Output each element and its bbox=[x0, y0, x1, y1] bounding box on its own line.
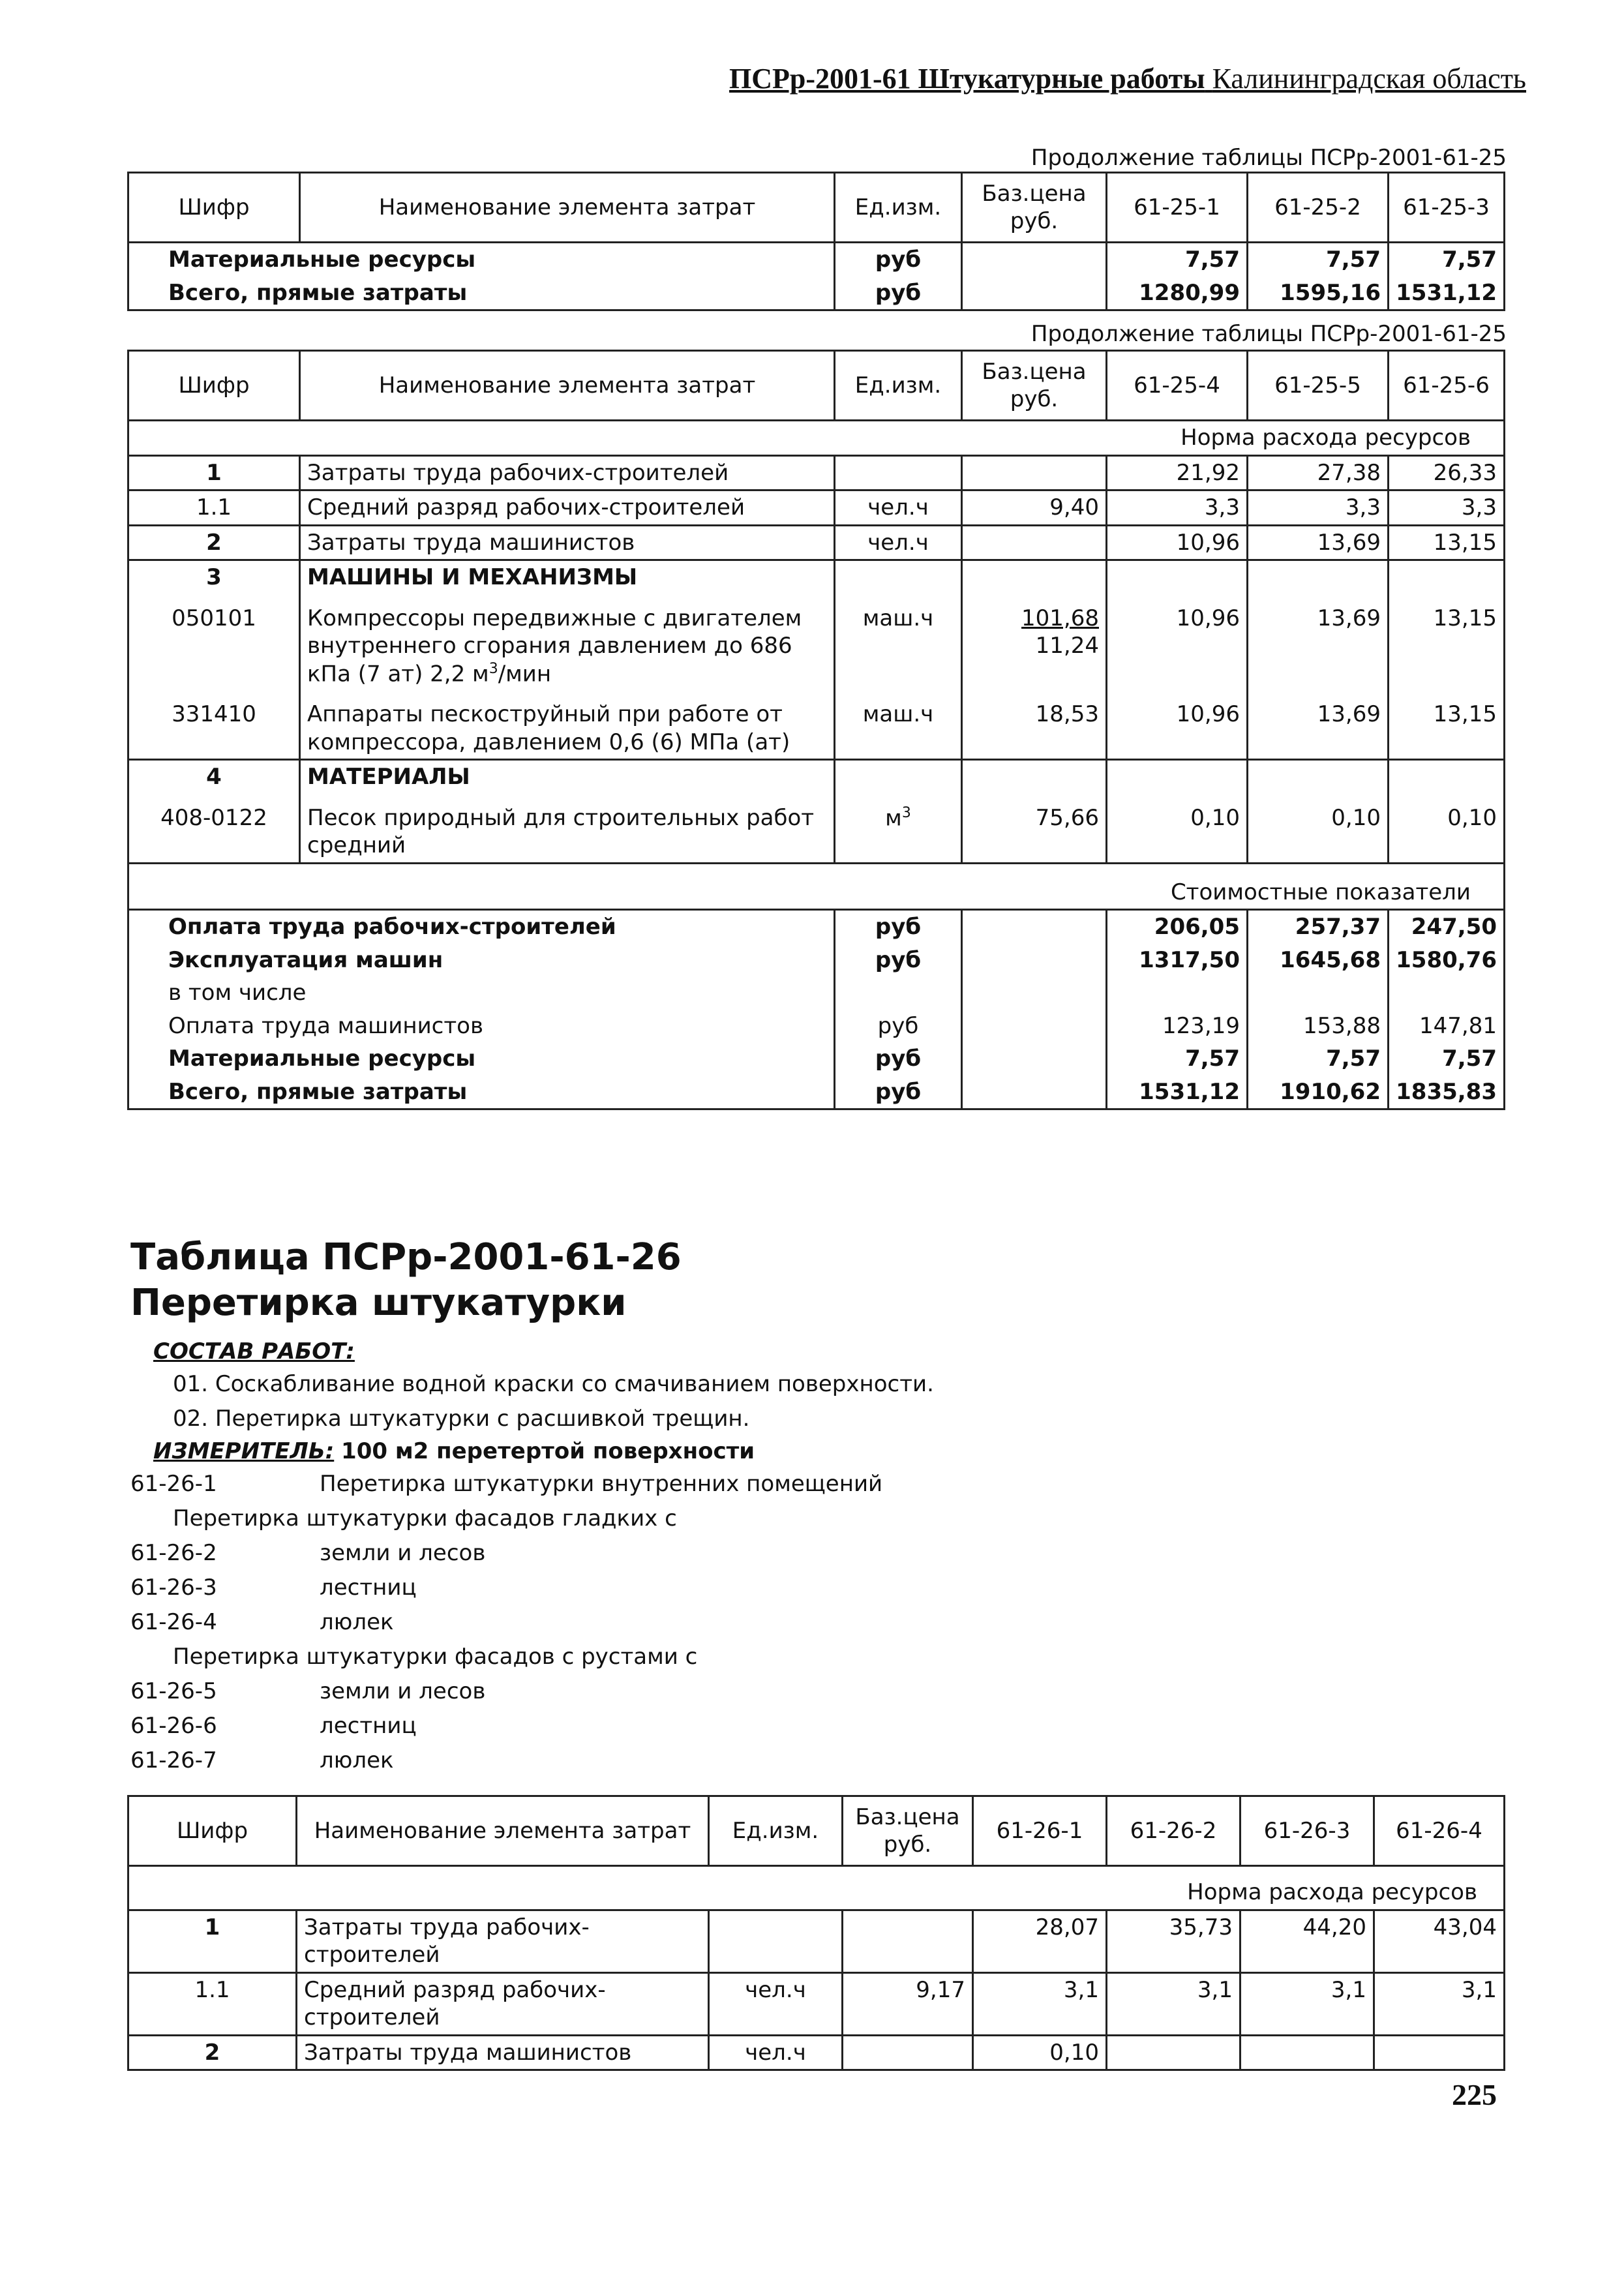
col-code: Шифр bbox=[128, 351, 300, 421]
row-name: Аппараты пескоструйный при работе от компрессора, давлением 0,6 (6) МПа (ат) bbox=[300, 690, 835, 760]
item-group: Перетирка штукатурки фасадов гладких с bbox=[173, 1505, 677, 1531]
cell-value bbox=[1389, 760, 1505, 794]
cost-row-label: Оплата труда машинистов bbox=[128, 1010, 835, 1043]
cell-value: 0,10 bbox=[1248, 794, 1389, 864]
cell-value: 7,57 bbox=[1107, 243, 1248, 277]
row-price bbox=[962, 277, 1107, 310]
cell-value bbox=[1107, 560, 1248, 594]
row-price: 9,17 bbox=[843, 1972, 973, 2035]
cost-row-label: Оплата труда рабочих-строителей bbox=[128, 910, 835, 944]
row-price bbox=[962, 760, 1107, 794]
item-text: Перетирка штукатурки внутренних помещений bbox=[320, 1471, 883, 1497]
cell-value: 21,92 bbox=[1107, 455, 1248, 490]
row-unit bbox=[835, 455, 962, 490]
row-unit: маш.ч bbox=[835, 690, 962, 760]
cell-value: 26,33 bbox=[1389, 455, 1505, 490]
norm-label: Норма расхода ресурсов bbox=[128, 421, 1505, 456]
row-code: 2 bbox=[128, 525, 300, 560]
cell-value: 10,96 bbox=[1107, 525, 1248, 560]
col-name: Наименование элемента затрат bbox=[297, 1796, 709, 1866]
row-unit: маш.ч bbox=[835, 594, 962, 691]
row-price bbox=[962, 455, 1107, 490]
cost-label: Стоимостные показатели bbox=[128, 863, 1505, 910]
cell-value: 7,57 bbox=[1389, 243, 1505, 277]
row-unit: чел.ч bbox=[709, 2035, 843, 2070]
cell-value bbox=[1389, 976, 1505, 1010]
row-price: 18,53 bbox=[962, 690, 1107, 760]
col-61-26-1: 61-26-1 bbox=[973, 1796, 1107, 1866]
row-name: Затраты труда машинистов bbox=[300, 525, 835, 560]
cost-row-unit: руб bbox=[835, 1076, 962, 1109]
col-61-26-4: 61-26-4 bbox=[1374, 1796, 1505, 1866]
item-code: 61-26-1 bbox=[130, 1471, 217, 1497]
item-group: Перетирка штукатурки фасадов с рустами с bbox=[173, 1644, 698, 1670]
row-name: Затраты труда рабочих-строителей bbox=[300, 455, 835, 490]
cell-value bbox=[1389, 560, 1505, 594]
col-61-25-3: 61-25-3 bbox=[1389, 173, 1505, 243]
cell-value: 13,15 bbox=[1389, 690, 1505, 760]
row-code: 1.1 bbox=[128, 490, 300, 526]
row-name: МАШИНЫ И МЕХАНИЗМЫ bbox=[300, 560, 835, 594]
cell-value: 13,69 bbox=[1248, 525, 1389, 560]
col-code: Шифр bbox=[128, 173, 300, 243]
row-code: 4 bbox=[128, 760, 300, 794]
cell-value bbox=[1248, 560, 1389, 594]
row-label: Материальные ресурсы bbox=[128, 243, 835, 277]
row-name: Песок природный для строительных работ средний bbox=[300, 794, 835, 864]
col-61-25-4: 61-25-4 bbox=[1107, 351, 1248, 421]
cell-value: 3,3 bbox=[1389, 490, 1505, 526]
row-code: 050101 bbox=[128, 594, 300, 691]
col-61-25-6: 61-25-6 bbox=[1389, 351, 1505, 421]
col-61-25-1: 61-25-1 bbox=[1107, 173, 1248, 243]
cell-value bbox=[1107, 976, 1248, 1010]
row-price bbox=[962, 560, 1107, 594]
cell-value bbox=[1107, 2035, 1241, 2070]
cell-value: 13,69 bbox=[1248, 690, 1389, 760]
row-unit bbox=[835, 560, 962, 594]
cell-value: 206,05 bbox=[1107, 910, 1248, 944]
row-price bbox=[962, 525, 1107, 560]
cell-value: 3,3 bbox=[1107, 490, 1248, 526]
table-61-26 bbox=[127, 1795, 1505, 2071]
cell-value: 1910,62 bbox=[1248, 1076, 1389, 1109]
cost-row-label: Всего, прямые затраты bbox=[128, 1076, 835, 1109]
cell-value bbox=[1374, 2035, 1505, 2070]
cost-row-price bbox=[962, 976, 1107, 1010]
cell-value bbox=[1241, 2035, 1374, 2070]
row-unit: чел.ч bbox=[835, 490, 962, 526]
row-price bbox=[843, 1910, 973, 1972]
row-name: Затраты труда рабочих-строителей bbox=[297, 1910, 709, 1972]
row-name: Средний разряд рабочих-строителей bbox=[300, 490, 835, 526]
cost-row-label: Эксплуатация машин bbox=[128, 944, 835, 977]
cost-row-price bbox=[962, 1042, 1107, 1076]
col-name: Наименование элемента затрат bbox=[300, 173, 835, 243]
col-unit: Ед.изм. bbox=[835, 351, 962, 421]
row-price bbox=[843, 2035, 973, 2070]
row-unit: чел.ч bbox=[835, 525, 962, 560]
row-code: 1 bbox=[128, 1910, 297, 1972]
meter-line: ИЗМЕРИТЕЛЬ: 100 м2 перетертой поверхности bbox=[153, 1438, 755, 1464]
cell-value: 3,3 bbox=[1248, 490, 1389, 526]
cell-value: 7,57 bbox=[1248, 1042, 1389, 1076]
cell-value bbox=[1248, 976, 1389, 1010]
cell-value: 44,20 bbox=[1241, 1910, 1374, 1972]
row-label: Всего, прямые затраты bbox=[128, 277, 835, 310]
cell-value: 35,73 bbox=[1107, 1910, 1241, 1972]
row-code: 408-0122 bbox=[128, 794, 300, 864]
col-61-25-2: 61-25-2 bbox=[1248, 173, 1389, 243]
cost-row-unit: руб bbox=[835, 1042, 962, 1076]
row-code: 1 bbox=[128, 455, 300, 490]
norm-label: Норма расхода ресурсов bbox=[128, 1866, 1505, 1910]
row-price: 9,40 bbox=[962, 490, 1107, 526]
cell-value: 13,69 bbox=[1248, 594, 1389, 691]
cell-value: 7,57 bbox=[1248, 243, 1389, 277]
cell-value: 3,1 bbox=[1241, 1972, 1374, 2035]
row-unit: руб bbox=[835, 243, 962, 277]
cell-value: 257,37 bbox=[1248, 910, 1389, 944]
work-item: 02. Перетирка штукатурки с расшивкой трещин. bbox=[173, 1406, 750, 1432]
page-header: ПСРр-2001-61 Штукатурные работы Калининградская область bbox=[729, 63, 1526, 95]
cell-value: 27,38 bbox=[1248, 455, 1389, 490]
col-unit: Ед.изм. bbox=[835, 173, 962, 243]
row-unit bbox=[835, 760, 962, 794]
col-unit: Ед.изм. bbox=[709, 1796, 843, 1866]
cost-row-label: Материальные ресурсы bbox=[128, 1042, 835, 1076]
col-61-26-2: 61-26-2 bbox=[1107, 1796, 1241, 1866]
cell-value: 28,07 bbox=[973, 1910, 1107, 1972]
cost-row-price bbox=[962, 944, 1107, 977]
cell-value: 13,15 bbox=[1389, 525, 1505, 560]
cost-row-price bbox=[962, 1076, 1107, 1109]
cell-value: 1580,76 bbox=[1389, 944, 1505, 977]
item-text: лестниц bbox=[320, 1713, 417, 1739]
row-code: 331410 bbox=[128, 690, 300, 760]
cell-value: 7,57 bbox=[1389, 1042, 1505, 1076]
cell-value: 0,10 bbox=[1389, 794, 1505, 864]
row-name: Компрессоры передвижные с двигателем внутреннего сгорания давлением до 686 кПа (7 ат) 2,2 $м^3$/мин bbox=[300, 594, 835, 691]
row-code: 2 bbox=[128, 2035, 297, 2070]
cell-value: 43,04 bbox=[1374, 1910, 1505, 1972]
cell-value: 0,10 bbox=[1107, 794, 1248, 864]
row-code: 3 bbox=[128, 560, 300, 594]
item-text: земли и лесов bbox=[320, 1540, 486, 1566]
cost-row-unit: руб bbox=[835, 1010, 962, 1043]
item-code: 61-26-4 bbox=[130, 1609, 217, 1635]
continuation-label-2: Продолжение таблицы ПСРр-2001-61-25 bbox=[1030, 321, 1507, 347]
cell-value: 10,96 bbox=[1107, 594, 1248, 691]
cell-value: 13,15 bbox=[1389, 594, 1505, 691]
row-price: 75,66 bbox=[962, 794, 1107, 864]
item-text: лестниц bbox=[320, 1575, 417, 1601]
row-unit: $м^3$ bbox=[835, 794, 962, 864]
cell-value: 3,1 bbox=[1374, 1972, 1505, 2035]
item-code: 61-26-5 bbox=[130, 1678, 217, 1704]
cost-row-price bbox=[962, 1010, 1107, 1043]
col-61-25-5: 61-25-5 bbox=[1248, 351, 1389, 421]
item-code: 61-26-7 bbox=[130, 1747, 217, 1773]
table-subtitle: Перетирка штукатурки bbox=[130, 1282, 627, 1324]
cell-value: 1531,12 bbox=[1107, 1076, 1248, 1109]
item-code: 61-26-2 bbox=[130, 1540, 217, 1566]
table-title: Таблица ПСРр-2001-61-26 bbox=[130, 1236, 682, 1278]
cell-value: 1835,83 bbox=[1389, 1076, 1505, 1109]
cost-row-label: в том числе bbox=[128, 976, 835, 1010]
cost-row-unit: руб bbox=[835, 944, 962, 977]
cell-value bbox=[1107, 760, 1248, 794]
cell-value: 1531,12 bbox=[1389, 277, 1505, 310]
cost-row-unit bbox=[835, 976, 962, 1010]
col-price: Баз.цена руб. bbox=[962, 351, 1107, 421]
cell-value: 0,10 bbox=[973, 2035, 1107, 2070]
row-price bbox=[962, 243, 1107, 277]
col-price: Баз.цена руб. bbox=[962, 173, 1107, 243]
cell-value: 3,1 bbox=[973, 1972, 1107, 2035]
work-item: 01. Соскабливание водной краски со смачиванием поверхности. bbox=[173, 1371, 934, 1397]
cell-value: 123,19 bbox=[1107, 1010, 1248, 1043]
work-composition-label: СОСТАВ РАБОТ: bbox=[153, 1338, 355, 1365]
continuation-label-1: Продолжение таблицы ПСРр-2001-61-25 bbox=[1030, 145, 1507, 171]
cell-value: 1280,99 bbox=[1107, 277, 1248, 310]
row-name: МАТЕРИАЛЫ bbox=[300, 760, 835, 794]
item-code: 61-26-6 bbox=[130, 1713, 217, 1739]
item-text: люлек bbox=[320, 1609, 394, 1635]
table-61-25-cont1 bbox=[127, 172, 1505, 311]
item-code: 61-26-3 bbox=[130, 1575, 217, 1601]
cost-row-unit: руб bbox=[835, 910, 962, 944]
row-name: Средний разряд рабочих-строителей bbox=[297, 1972, 709, 2035]
cost-row-price bbox=[962, 910, 1107, 944]
row-unit: руб bbox=[835, 277, 962, 310]
row-price: 101,68 11,24 bbox=[962, 594, 1107, 691]
cell-value: 1595,16 bbox=[1248, 277, 1389, 310]
item-text: земли и лесов bbox=[320, 1678, 486, 1704]
cell-value: 3,1 bbox=[1107, 1972, 1241, 2035]
cell-value: 247,50 bbox=[1389, 910, 1505, 944]
cell-value bbox=[1248, 760, 1389, 794]
col-price: Баз.цена руб. bbox=[843, 1796, 973, 1866]
page-number: 225 bbox=[1452, 2078, 1497, 2111]
row-unit bbox=[709, 1910, 843, 1972]
col-code: Шифр bbox=[128, 1796, 297, 1866]
col-61-26-3: 61-26-3 bbox=[1241, 1796, 1374, 1866]
row-name: Затраты труда машинистов bbox=[297, 2035, 709, 2070]
cell-value: 147,81 bbox=[1389, 1010, 1505, 1043]
cell-value: 1317,50 bbox=[1107, 944, 1248, 977]
cell-value: 10,96 bbox=[1107, 690, 1248, 760]
row-unit: чел.ч bbox=[709, 1972, 843, 2035]
cell-value: 153,88 bbox=[1248, 1010, 1389, 1043]
row-code: 1.1 bbox=[128, 1972, 297, 2035]
col-name: Наименование элемента затрат bbox=[300, 351, 835, 421]
cell-value: 1645,68 bbox=[1248, 944, 1389, 977]
cell-value: 7,57 bbox=[1107, 1042, 1248, 1076]
item-text: люлек bbox=[320, 1747, 394, 1773]
table-61-25-cont2 bbox=[127, 350, 1505, 1110]
